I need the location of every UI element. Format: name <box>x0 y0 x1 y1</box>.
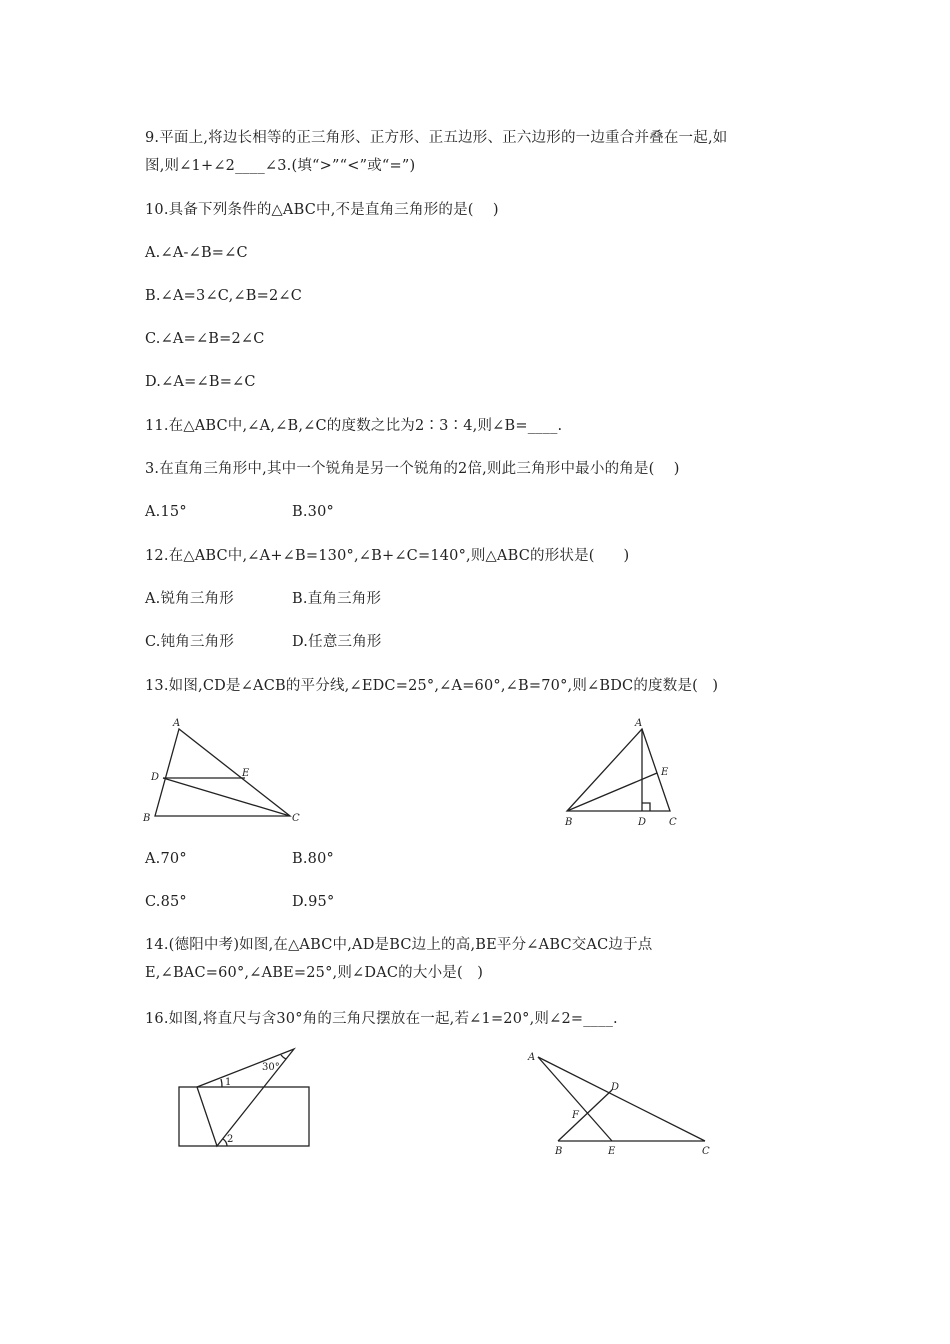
label-30: 30° <box>262 1062 280 1073</box>
label-c: C <box>702 1146 710 1157</box>
q16-figure-triangle <box>520 1045 720 1160</box>
label-e: E <box>608 1146 616 1157</box>
q13-option-c: C.85° <box>145 894 187 910</box>
ruler <box>179 1087 309 1146</box>
label-d: D <box>151 772 160 783</box>
segment-ac <box>538 1057 705 1141</box>
q3-option-a: A.15° <box>145 504 187 520</box>
right-angle-mark <box>642 803 650 811</box>
label-d: D <box>611 1082 620 1093</box>
label-c: C <box>292 813 300 824</box>
label-b: B <box>565 817 573 828</box>
q12-stem: 12.在△ABC中,∠A+∠B=130°,∠B+∠C=140°,则△ABC的形状是( ) <box>145 548 630 564</box>
q9-line2: 图,则∠1+∠2____∠3.(填“>”“<”或“=”) <box>145 158 416 174</box>
q12-option-c: C.钝角三角形 <box>145 634 235 650</box>
q16-stem: 16.如图,将直尺与含30°角的三角尺摆放在一起,若∠1=20°,则∠2=____. <box>145 1011 618 1027</box>
label-e: E <box>242 768 250 779</box>
label-d: D <box>638 817 647 828</box>
q10-option-d: D.∠A=∠B=∠C <box>145 374 256 390</box>
q10-option-b: B.∠A=3∠C,∠B=2∠C <box>145 288 303 304</box>
q12-option-b: B.直角三角形 <box>292 591 382 607</box>
segment-ae <box>538 1057 612 1141</box>
label-2: 2 <box>227 1134 234 1145</box>
label-f: F <box>572 1110 579 1121</box>
q14-line2: E,∠BAC=60°,∠ABE=25°,则∠DAC的大小是( ) <box>145 965 484 981</box>
label-b: B <box>555 1146 563 1157</box>
q13-figure-2 <box>555 712 695 832</box>
segment-be <box>567 773 657 811</box>
q12-option-d: D.任意三角形 <box>292 634 382 650</box>
label-a: A <box>528 1052 536 1063</box>
triangle-abc <box>155 729 290 816</box>
q3-stem: 3.在直角三角形中,其中一个锐角是另一个锐角的2倍,则此三角形中最小的角是( ) <box>145 461 680 477</box>
q3-option-b: B.30° <box>292 504 334 520</box>
q16-figure-ruler-triangle <box>170 1040 320 1152</box>
label-1: 1 <box>225 1077 232 1088</box>
segment-bd <box>558 1090 612 1141</box>
angle-30-arc <box>281 1055 286 1059</box>
label-a: A <box>635 718 643 729</box>
label-a: A <box>173 718 181 729</box>
triangle-abc <box>567 729 670 811</box>
q13-option-a: A.70° <box>145 851 187 867</box>
q12-option-a: A.锐角三角形 <box>145 591 234 607</box>
label-e: E <box>661 767 669 778</box>
q14-line1: 14.(德阳中考)如图,在△ABC中,AD是BC边上的高,BE平分∠ABC交AC边于点 <box>145 937 653 953</box>
q13-stem: 13.如图,CD是∠ACB的平分线,∠EDC=25°,∠A=60°,∠B=70°,则∠BDC的度数是( ) <box>145 678 719 694</box>
q11-stem: 11.在△ABC中,∠A,∠B,∠C的度数之比为2∶3∶4,则∠B=____. <box>145 418 563 434</box>
label-b: B <box>143 813 151 824</box>
q13-option-b: B.80° <box>292 851 334 867</box>
q9-line1: 9.平面上,将边长相等的正三角形、正方形、正五边形、正六边形的一边重合并叠在一起,如 <box>145 130 728 146</box>
q10-option-a: A.∠A-∠B=∠C <box>145 245 248 261</box>
q10-stem: 10.具备下列条件的△ABC中,不是直角三角形的是( ) <box>145 202 499 218</box>
segment-dc <box>163 778 290 816</box>
q13-figure-1 <box>135 712 310 830</box>
label-c: C <box>669 817 677 828</box>
q10-option-c: C.∠A=∠B=2∠C <box>145 331 265 347</box>
angle-1-arc <box>221 1079 222 1087</box>
q13-option-d: D.95° <box>292 894 335 910</box>
